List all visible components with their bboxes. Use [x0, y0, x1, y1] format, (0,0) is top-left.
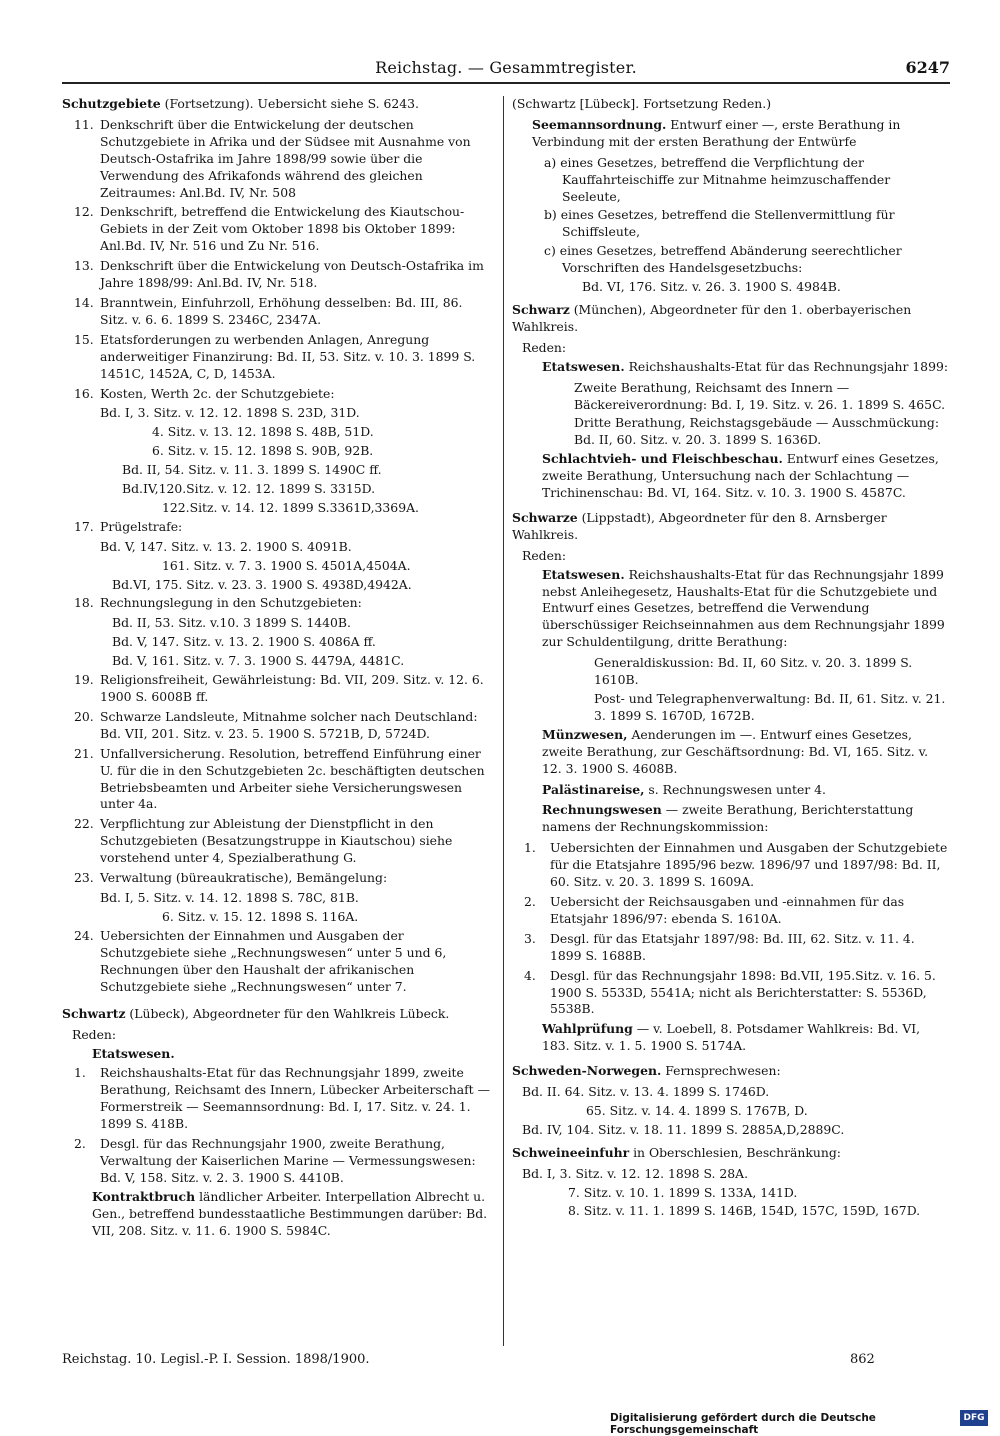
list-item: 4. Desgl. für das Rechnungsjahr 1898: Bd.VII, 195.Sitz. v. 16. 5. 1900 S. 5533D, 5541A; nicht als Berichterstatter: S. 5536D, 5538B. [524, 967, 936, 1017]
page-number: 6247 [905, 58, 950, 77]
subentry-rechnungswesen: Rechnungswesen — zweite Berathung, Berichterstattung namens der Rechnungskommission: [542, 802, 914, 835]
list-item: 17. Prügelstrafe: [74, 518, 183, 534]
reference-line: 65. Sitz. v. 14. 4. 1899 S. 1767B, D. [586, 1102, 808, 1118]
dfg-logo-icon: DFG [960, 1410, 988, 1426]
entry-schweineeinfuhr: Schweineeinfuhr in Oberschlesien, Beschränkung: [512, 1144, 841, 1160]
reference-line: Bd. V, 147. Sitz. v. 13. 2. 1900 S. 4086A ff. [112, 634, 376, 650]
reference-line: Zweite Berathung, Reichsamt des Innern — Bäckereiverordnung: Bd. I, 19. Sitz. v. 26. 1. 1899 S. 465C. [574, 379, 946, 412]
reference-line: 6. Sitz. v. 15. 12. 1898 S. 90B, 92B. [152, 443, 374, 459]
list-item: b) eines Gesetzes, betreffend die Stellenvermittlung für Schiffsleute, [544, 207, 895, 240]
reference-line: Bd. IV, 104. Sitz. v. 18. 11. 1899 S. 2885A,D,2889C. [522, 1121, 845, 1137]
dfg-credit [610, 1410, 990, 1436]
list-item: 23. Verwaltung (büreaukratische), Bemängelung: [74, 870, 388, 886]
subentry-wahlpruefung: Wahlprüfung — v. Loebell, 8. Potsdamer Wahlkreis: Bd. VI, 183. Sitz. v. 1. 5. 1900 S. 5174A. [542, 1021, 921, 1054]
list-item: 16. Kosten, Werth 2c. der Schutzgebiete: [74, 385, 335, 401]
list-item: 12. Denkschrift, betreffend die Entwickelung des Kiautschou-Gebiets in der Zeit vom Oktober 1898 bis Oktober 1899: Anl.Bd. IV, Nr. 516 und Zu Nr. 516. [74, 204, 465, 254]
list-item: 13. Denkschrift über die Entwickelung von Deutsch-Ostafrika im Jahre 1898/99: Anl.Bd. IV, Nr. 518. [74, 258, 484, 291]
reference-line: Bd.VI, 175. Sitz. v. 23. 3. 1900 S. 4938D,4942A. [112, 576, 412, 592]
list-item: a) eines Gesetzes, betreffend die Verpflichtung der Kauffahrteischiffe zur Mitnahme heimzuschaffender Seeleute, [544, 154, 891, 204]
running-title: Reichstag. — Gesammtregister. [375, 58, 637, 77]
headword: Schwartz [62, 1006, 126, 1022]
subentry-muenzwesen: Münzwesen, Aenderungen im —. Entwurf eines Gesetzes, zweite Berathung, zur Geschäftsordnung: Bd. VI, 165. Sitz. v. 12. 3. 1900 S. 4608B. [542, 726, 929, 776]
list-item: 1. Reichshaushalts-Etat für das Rechnungsjahr 1899, zweite Berathung, Reichsamt des Innern, Lübecker Arbeiterschaft — Formerstreik — Seemannsordnung: Bd. I, 17. Sitz. v. 24. 1. 1899 S. 418B. [74, 1065, 490, 1131]
reference-line: Bd. I, 5. Sitz. v. 14. 12. 1898 S. 78C, 81B. [100, 889, 359, 905]
list-item: 2. Uebersicht der Reichsausgaben und -einnahmen für das Etatsjahr 1896/97: ebenda S. 1610A. [524, 893, 905, 926]
reference-line: Bd. I, 3. Sitz. v. 12. 12. 1898 S. 23D, 31D. [100, 405, 360, 421]
headword: Schweineeinfuhr [512, 1144, 630, 1160]
list-item: 20. Schwarze Landsleute, Mitnahme solcher nach Deutschland: Bd. VII, 201. Sitz. v. 23. 5. 1900 S. 5721B, D, 5724D. [74, 708, 478, 741]
reference-line: Dritte Berathung, Reichstagsgebäude — Ausschmückung: Bd. II, 60. Sitz. v. 20. 3. 1899 S. 1636D. [574, 415, 939, 448]
list-item: 2. Desgl. für das Rechnungsjahr 1900, zweite Berathung, Verwaltung der Kaiserlichen Marine — Vermessungswesen: Bd. V, 158. Sitz. v. 2. 3. 1900 S. 4410B. [74, 1135, 476, 1185]
reference-line: Generaldiskussion: Bd. II, 60 Sitz. v. 20. 3. 1899 S. 1610B. [594, 655, 913, 688]
reference-line: Bd. V, 161. Sitz. v. 7. 3. 1900 S. 4479A, 4481C. [112, 653, 405, 669]
list-item: c) eines Gesetzes, betreffend Abänderung seerechtlicher Vorschriften des Handelsgesetzbuchs: [544, 243, 902, 276]
list-item: 11. Denkschrift über die Entwickelung der deutschen Schutzgebiete in Afrika und der Südsee mit Ausnahme von Deutsch-Ostafrika im Jahre 1898/99 sowie über die Verwendung des Afrikafonds während des gleichen Zeitraumes: Anl.Bd. IV, Nr. 508 [74, 116, 471, 200]
list-item: 15. Etatsforderungen zu werbenden Anlagen, Anregung anderweitiger Finanzirung: Bd. II, 53. Sitz. v. 10. 3. 1899 S. 1451C, 1452A, C, D, 1453A. [74, 331, 476, 381]
footer-number: 862 [850, 1352, 875, 1367]
reference-line: Bd. I, 3. Sitz. v. 12. 12. 1898 S. 28A. [522, 1165, 749, 1181]
reference-line: Bd. V, 147. Sitz. v. 13. 2. 1900 S. 4091B. [100, 538, 352, 554]
headword: Schwarz [512, 301, 570, 317]
list-item: 22. Verpflichtung zur Ableistung der Dienstpflicht in den Schutzgebieten (Besatzungstruppe in Kiautschou) siehe vorstehend unter 4, Spezialberathung G. [74, 816, 453, 866]
entry-schweden-norwegen: Schweden-Norwegen. Fernsprechwesen: [512, 1063, 781, 1079]
right-column [512, 96, 950, 1222]
reference-line: Bd.IV,120.Sitz. v. 12. 12. 1899 S. 3315D. [122, 481, 376, 497]
subentry-schlachtvieh: Schlachtvieh- und Fleischbeschau. Entwurf eines Gesetzes, zweite Berathung, Untersuchung nach der Schlachtung — Trichinenschau: Bd. VI, 164. Sitz. v. 10. 3. 1900 S. 4587C. [542, 451, 939, 501]
reference-line: Bd. VI, 176. Sitz. v. 26. 3. 1900 S. 4984B. [582, 279, 841, 295]
continuation-header: (Schwartz [Lübeck]. Fortsetzung Reden.) [512, 96, 772, 111]
index-columns [62, 96, 950, 1346]
dfg-credit-text: Digitalisierung gefördert durch die Deutsche Forschungsgemeinschaft [610, 1412, 876, 1436]
reference-line: 7. Sitz. v. 10. 1. 1899 S. 133A, 141D. [568, 1184, 798, 1200]
list-item: 3. Desgl. für das Etatsjahr 1897/98: Bd. III, 62. Sitz. v. 11. 4. 1899 S. 1688B. [524, 930, 915, 963]
reference-line: 161. Sitz. v. 7. 3. 1900 S. 4501A,4504A. [162, 557, 411, 573]
left-column [62, 96, 492, 1244]
page-footer [62, 1352, 950, 1372]
reference-line: Bd. II, 54. Sitz. v. 11. 3. 1899 S. 1490C ff. [122, 462, 382, 478]
reference-line: 122.Sitz. v. 14. 12. 1899 S.3361D,3369A. [162, 499, 419, 515]
entry-schutzgebiete [62, 96, 492, 113]
list-item: 19. Religionsfreiheit, Gewährleistung: Bd. VII, 209. Sitz. v. 12. 6. 1900 S. 6008B ff. [74, 672, 484, 704]
reference-line: 4. Sitz. v. 13. 12. 1898 S. 48B, 51D. [152, 424, 374, 440]
headword-rest: (Fortsetzung). Uebersicht siehe S. 6243. [160, 96, 419, 111]
list-item: 1. Uebersichten der Einnahmen und Ausgaben der Schutzgebiete für die Etatsjahre 1895/96 bezw. 1896/97 und 1897/98: Bd. II, 60. Sitz. v. 20. 3. 1899 S. 1609A. [524, 840, 948, 890]
subentry-kontraktbruch: Kontraktbruch ländlicher Arbeiter. Interpellation Albrecht u. Gen., betreffend bundesstaatliche Bestimmungen darüber: Bd. VII, 208. Sitz. v. 11. 6. 1900 S. 5984C. [92, 1189, 488, 1239]
subentry-etatswesen: Etatswesen. Reichshaushalts-Etat für das Rechnungsjahr 1899: [542, 358, 949, 374]
list-item: 21. Unfallversicherung. Resolution, betreffend Einführung einer U. für die in den Schutzgebieten 2c. beschäftigten deutschen Betriebsbeamten und Arbeiter siehe Versicherungswesen unter 4a. [74, 745, 485, 812]
reference-line: 8. Sitz. v. 11. 1. 1899 S. 146B, 154D, 157C, 159D, 167D. [568, 1203, 921, 1219]
reden-label: Reden: [72, 1027, 117, 1043]
subentry-etatswesen: Etatswesen. Reichshaushalts-Etat für das Rechnungsjahr 1899 nebst Anleihegesetz, Haushalts-Etat für die Schutzgebiete und Entwurf eines Gesetzes, betreffend die Verwendung überschüssiger Reichseinnahmen aus dem Rechnungsjahr 1899 zur Schuldentilgung, dritte Berathung: [542, 566, 945, 650]
list-item: 18. Rechnungslegung in den Schutzgebieten: [74, 595, 362, 611]
headword: Schwarze [512, 509, 578, 525]
reference-line: Bd. II, 53. Sitz. v.10. 3 1899 S. 1440B. [112, 615, 351, 631]
headword: Schweden-Norwegen. [512, 1063, 662, 1079]
headword: Schutzgebiete [62, 96, 161, 111]
list-item: 24. Uebersichten der Einnahmen und Ausgaben der Schutzgebiete siehe „Rechnungswesen“ unter 5 und 6, Rechnungen über den Haushalt der afrikanischen Schutzgebiete siehe „Rechnungswesen“ unter 7. [74, 927, 447, 994]
subentry-palaestinareise: Palästinareise, s. Rechnungswesen unter 4. [542, 781, 826, 797]
list-item: 14. Branntwein, Einfuhrzoll, Erhöhung desselben: Bd. III, 86. Sitz. v. 6. 6. 1899 S. 2346C, 2347A. [74, 294, 463, 327]
footer-citation: Reichstag. 10. Legisl.-P. I. Session. 1898/1900. [62, 1352, 370, 1367]
reference-line: Bd. II. 64. Sitz. v. 13. 4. 1899 S. 1746D. [522, 1084, 770, 1100]
reference-line: Post- und Telegraphenverwaltung: Bd. II, 61. Sitz. v. 21. 3. 1899 S. 1670D, 1672B. [594, 691, 946, 723]
reden-label: Reden: [522, 547, 567, 563]
subentry-seemannsordnung: Seemannsordnung. Entwurf einer —, erste Berathung in Verbindung mit der ersten Berathung der Entwürfe [532, 116, 901, 149]
page-header [62, 58, 950, 84]
reden-label: Reden: [522, 339, 567, 355]
entry-schwarze-lippstadt: Schwarze (Lippstadt), Abgeordneter für den 8. Arnsberger Wahlkreis. [512, 509, 887, 542]
reference-line: 6. Sitz. v. 15. 12. 1898 S. 116A. [162, 908, 359, 924]
entry-schwartz: Schwartz (Lübeck), Abgeordneter für den Wahlkreis Lübeck. [62, 1006, 450, 1022]
subheading: Etatswesen. [92, 1046, 175, 1062]
entry-schwarz-muenchen: Schwarz (München), Abgeordneter für den 1. oberbayerischen Wahlkreis. [512, 301, 912, 334]
